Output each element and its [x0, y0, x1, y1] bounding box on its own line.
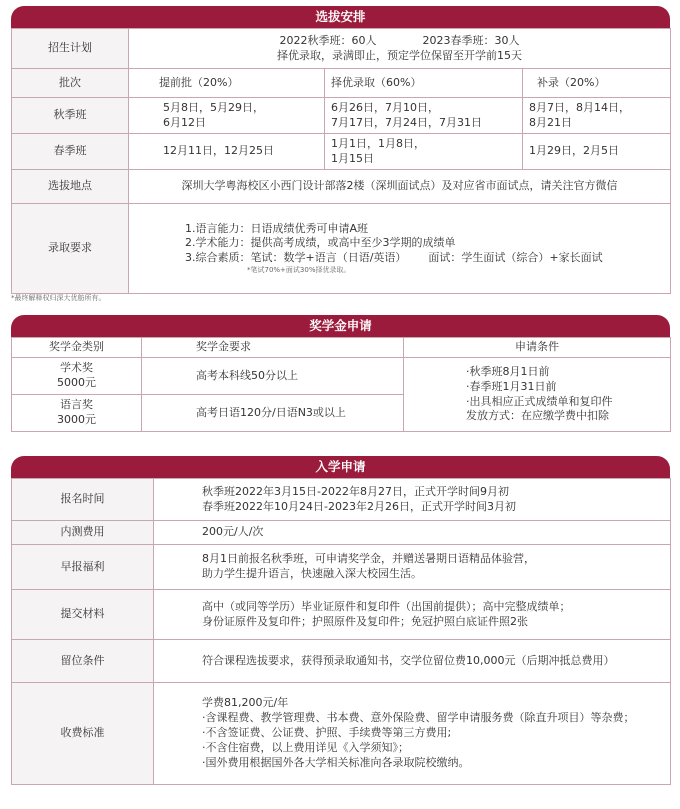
test-fee-value: 200元/人/次: [154, 521, 671, 545]
scholarship-type-name: 学术奖: [60, 361, 93, 375]
req-academic: 2.学术能力：提供高考成绩，或高中至少3学期的成绩单: [185, 236, 456, 250]
batch-header-row: [12, 69, 671, 98]
scholarship-header-row: [12, 338, 671, 358]
admission-table: [11, 478, 671, 785]
selection-header: 选拔安排: [11, 6, 670, 28]
scholarship-row: [12, 358, 671, 395]
autumn-supplement-line: 8月7日，8月14日，: [529, 100, 630, 114]
req-language: 1.语言能力：日语成绩优秀可申请A班: [185, 221, 369, 235]
reg-time-label: 报名时间: [12, 479, 154, 521]
scholarship-col-cond: 申请条件: [404, 338, 671, 358]
requirements-text: [129, 204, 671, 294]
batch-early: 提前批（20%）: [129, 69, 325, 98]
scholarship-type-amount: 3000元: [57, 413, 96, 426]
enroll-autumn: 2022秋季班：60人: [279, 33, 377, 47]
enroll-spring: 2023春季班：30人: [422, 33, 520, 47]
autumn-row: [12, 98, 671, 134]
reg-time-value: [154, 479, 671, 521]
location-text: 深圳大学粤海校区小西门设计部落2楼（深圳面试点）及对应省市面试点，请关注官方微信: [129, 170, 671, 204]
reg-time-line: 秋季班2022年3月15日-2022年8月27日，正式开学时间9月初: [202, 484, 509, 498]
autumn-merit-line: 6月26日，7月10日，: [331, 100, 439, 114]
location-row: [12, 170, 671, 204]
req-interview: 面试：学生面试（综合）+家长面试: [428, 251, 603, 265]
req-note: *笔试70%+面试30%择优录取。: [247, 266, 351, 275]
autumn-supplement: [523, 98, 671, 134]
scholarship-type: [12, 358, 142, 395]
location-label: 选拔地点: [12, 170, 129, 204]
footnote: *最终解释权归深大优舫所有。: [11, 294, 106, 302]
batch-merit: 择优录取（60%）: [325, 69, 523, 98]
autumn-supplement-line: 8月21日: [529, 115, 572, 129]
condition-item: 发放方式：在应缴学费中扣除: [466, 409, 609, 423]
materials-value: [154, 590, 671, 640]
test-fee-row: [12, 521, 671, 545]
autumn-merit: [325, 98, 523, 134]
spring-merit-line: 1月1日，1月8日，: [331, 136, 425, 150]
materials-line: 高中（或同等学历）毕业证原件和复印件（出国前提供）；高中完整成绩单；: [202, 599, 571, 613]
req-written: 3.综合素质：笔试：数学+语言（日语/英语）: [185, 251, 407, 265]
spring-merit-line: 1月15日: [331, 151, 374, 165]
reserve-row: [12, 640, 671, 683]
fees-line: ·不含签证费、公证费、护照、手续费等第三方费用;: [202, 726, 452, 740]
selection-table: [11, 28, 671, 294]
spring-early: 12月11日，12月25日: [129, 134, 325, 170]
scholarship-req: 高考日语120分/日语N3或以上: [142, 395, 404, 432]
fees-line: ·不含住宿费，以上费用详见《入学须知》；: [202, 740, 409, 754]
scholarship-type: [12, 395, 142, 432]
scholarship-col-type: 奖学金类别: [12, 338, 142, 358]
enroll-note: 择优录取，录满即止，预定学位保留至开学前15天: [277, 48, 522, 62]
reg-time-line: 春季班2022年10月24日-2023年2月26日，正式开学时间3月初: [202, 499, 516, 513]
test-fee-label: 内测费用: [12, 521, 154, 545]
early-bird-line: 助力学生提升语言，快速融入深大校园生活。: [202, 567, 422, 580]
batch-label: 批次: [12, 69, 129, 98]
early-bird-row: [12, 545, 671, 590]
scholarship-header: 奖学金申请: [11, 315, 670, 337]
fees-row: [12, 683, 671, 785]
scholarship-type-name: 语言奖: [60, 398, 93, 412]
fees-line: 学费81,200元/年: [202, 696, 289, 710]
materials-line: 身份证原件及复印件；护照原件及复印件；免冠护照白底证件照2张: [202, 614, 528, 628]
spring-row: [12, 134, 671, 170]
reserve-label: 留位条件: [12, 640, 154, 683]
condition-item: ·秋季班8月1日前: [466, 364, 550, 378]
fees-line: ·国外费用根据国外各大学相关标准向各录取院校缴纳。: [202, 755, 470, 769]
spring-supplement: 1月29日，2月5日: [523, 134, 671, 170]
enroll-plan-label: 招生计划: [12, 29, 129, 69]
enroll-plan-value: [129, 29, 671, 69]
materials-row: [12, 590, 671, 640]
autumn-early-line: 6月12日: [163, 115, 206, 129]
spring-merit: [325, 134, 523, 170]
autumn-label: 秋季班: [12, 98, 129, 134]
scholarship-conditions: [404, 358, 671, 432]
batch-supplement: 补录（20%）: [523, 69, 671, 98]
condition-item: ·春季班1月31日前: [466, 379, 557, 393]
scholarship-type-amount: 5000元: [57, 376, 96, 389]
reg-time-row: [12, 479, 671, 521]
early-bird-label: 早报福利: [12, 545, 154, 590]
early-bird-line: 8月1日前报名秋季班，可申请奖学金，并赠送暑期日语精品体验营，: [202, 552, 535, 566]
admission-header: 入学申请: [11, 456, 670, 478]
reserve-value: 符合课程选拔要求，获得预录取通知书，交学位留位费10,000元（后期冲抵总费用）: [154, 640, 671, 683]
requirements-row: [12, 204, 671, 294]
condition-item: ·出具相应正式成绩单和复印件: [466, 394, 613, 408]
autumn-early: [129, 98, 325, 134]
fees-value: [154, 683, 671, 785]
fees-label: 收费标准: [12, 683, 154, 785]
enroll-plan-row: [12, 29, 671, 69]
autumn-merit-line: 7月17日，7月24日，7月31日: [331, 115, 482, 129]
scholarship-table: [11, 337, 671, 432]
fees-line: ·含课程费、教学管理费、书本费、意外保险费、留学申请服务费（除直升项目）等杂费；: [202, 711, 635, 725]
requirements-label: 录取要求: [12, 204, 129, 294]
scholarship-col-req: 奖学金要求: [142, 338, 404, 358]
spring-label: 春季班: [12, 134, 129, 170]
early-bird-value: [154, 545, 671, 590]
materials-label: 提交材料: [12, 590, 154, 640]
scholarship-req: 高考本科线50分以上: [142, 358, 404, 395]
autumn-early-line: 5月8日，5月29日，: [163, 100, 264, 114]
